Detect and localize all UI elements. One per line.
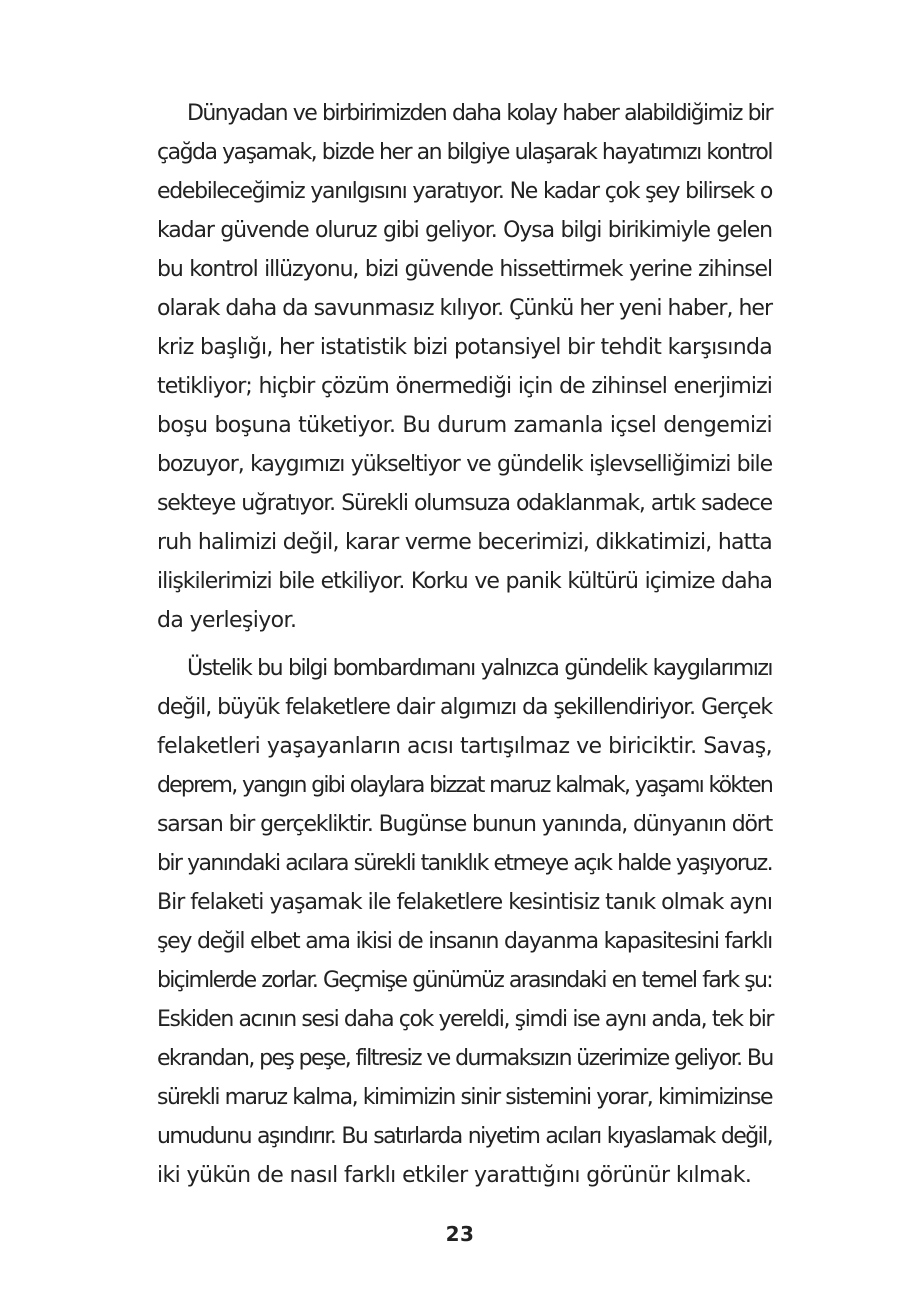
paragraph-line: Eskiden acının sesi daha çok yereldi, şimdi ise aynı anda, tek bir [157, 1007, 774, 1032]
paragraph-line: ruh halimizi değil, karar verme becerimizi, dikkatimizi, hatta [157, 530, 772, 555]
paragraph-2 [157, 649, 772, 1195]
paragraph-line: sarsan bir gerçekliktir. Bugünse bunun yanında, dünyanın dört [157, 812, 772, 837]
paragraph-line: sürekli maruz kalma, kimimizin sinir sistemini yorar, kimimizinse [157, 1085, 772, 1110]
paragraph-line: kadar güvende oluruz gibi geliyor. Oysa bilgi birikimiyle gelen [157, 218, 772, 243]
paragraph-line: ilişkilerimizi bile etkiliyor. Korku ve panik kültürü içimize daha [157, 569, 772, 594]
paragraph-line: ekrandan, peş peşe, filtresiz ve durmaksızın üzerimize geliyor. Bu [157, 1046, 773, 1071]
paragraph-line: değil, büyük felaketlere dair algımızı da şekillendiriyor. Gerçek [157, 695, 772, 720]
paragraph-line: çağda yaşamak, bizde her an bilgiye ulaşarak hayatımızı kontrol [157, 140, 772, 165]
paragraph-line: edebileceğimiz yanılgısını yaratıyor. Ne kadar çok şey bilirsek o [157, 179, 772, 204]
paragraph-line: tetikliyor; hiçbir çözüm önermediği için de zihinsel enerjimizi [157, 374, 772, 399]
paragraph-line: şey değil elbet ama ikisi de insanın dayanma kapasitesini farklı [157, 929, 772, 954]
paragraph-line: Üstelik bu bilgi bombardımanı yalnızca gündelik kaygılarımızı [187, 656, 772, 681]
paragraph-spacer [157, 640, 772, 649]
paragraph-line: boşu boşuna tüketiyor. Bu durum zamanla içsel dengemizi [157, 413, 772, 438]
paragraph-line: deprem, yangın gibi olaylara bizzat maruz kalmak, yaşamı kökten [157, 773, 772, 798]
paragraph-line: biçimlerde zorlar. Geçmişe günümüz arasındaki en temel fark şu: [157, 968, 772, 993]
book-page-body [157, 94, 772, 1195]
paragraph-line: bir yanındaki acılara sürekli tanıklık etmeye açık halde yaşıyoruz. [157, 851, 772, 876]
paragraph-1 [157, 94, 772, 640]
paragraph-line: iki yükün de nasıl farklı etkiler yarattığını görünür kılmak. [157, 1163, 752, 1188]
paragraph-line: sekteye uğratıyor. Sürekli olumsuza odaklanmak, artık sadece [157, 491, 772, 516]
paragraph-line: Dünyadan ve birbirimizden daha kolay haber alabildiğimiz bir [187, 101, 772, 126]
paragraph-line: da yerleşiyor. [157, 608, 297, 633]
paragraph-line: felaketleri yaşayanların acısı tartışılmaz ve biriciktir. Savaş, [157, 734, 772, 759]
paragraph-line: umudunu aşındırır. Bu satırlarda niyetim acıları kıyaslamak değil, [157, 1124, 772, 1149]
paragraph-line: olarak daha da savunmasız kılıyor. Çünkü her yeni haber, her [157, 296, 772, 321]
paragraph-line: bu kontrol illüzyonu, bizi güvende hissettirmek yerine zihinsel [157, 257, 772, 282]
page-number: 23 [445, 1222, 475, 1246]
paragraph-line: kriz başlığı, her istatistik bizi potansiyel bir tehdit karşısında [157, 335, 772, 360]
paragraph-line: Bir felaketi yaşamak ile felaketlere kesintisiz tanık olmak aynı [157, 890, 772, 915]
paragraph-line: bozuyor, kaygımızı yükseltiyor ve gündelik işlevselliğimizi bile [157, 452, 772, 477]
